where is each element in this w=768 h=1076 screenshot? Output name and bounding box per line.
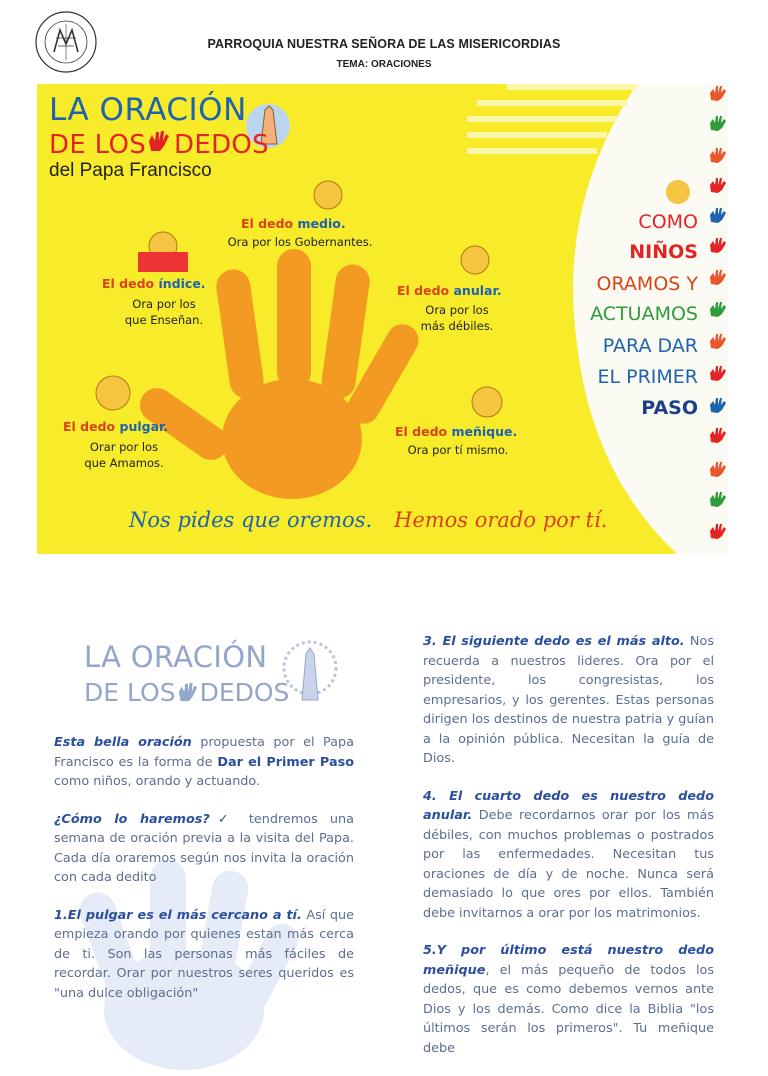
finger-ring-desc-line2: más débiles. xyxy=(420,319,494,333)
lower-title-line2-b: DEDOS xyxy=(199,678,290,707)
finger-ring-prefix: El dedo xyxy=(397,283,454,298)
intro-first-step: Dar el Primer Paso xyxy=(217,754,354,770)
side-word-5: EL PRIMER xyxy=(597,366,698,388)
slogan-left: Nos pides que oremos. xyxy=(129,508,373,532)
finger-ring-desc xyxy=(397,302,517,334)
finger-thumb-name xyxy=(63,419,168,434)
finger-pinky-prefix: El dedo xyxy=(395,424,452,439)
praying-hands-icon xyxy=(282,634,338,708)
side-word-3: ACTUAMOS xyxy=(590,303,698,325)
lower-title-line2 xyxy=(84,678,289,707)
side-word-2: ORAMOS Y xyxy=(596,273,698,295)
finger-thumb-desc xyxy=(59,439,189,471)
finger-pinky-key: meñique. xyxy=(451,424,518,439)
flyer-title-line2-a: DE LOS xyxy=(49,130,147,160)
finger-index-key: índice. xyxy=(158,276,206,291)
prayer-flyer-image xyxy=(37,84,728,554)
colored-hands-column-icon xyxy=(707,84,728,554)
slogan-right: Hemos orado por tí. xyxy=(394,508,608,532)
flyer-title-line2 xyxy=(49,129,269,160)
side-word-6: PASO xyxy=(641,397,698,419)
tallest-finger-paragraph xyxy=(423,632,714,769)
finger-ring-name xyxy=(397,283,502,298)
thumb-paragraph xyxy=(54,906,354,1004)
pinky-emphasis: 5.Y por último está nuestro dedo meñique xyxy=(423,943,714,978)
tallest-finger-text: Nos recuerda a nuestros lideres. Ora por el presidente, los congresistas, los empresarios, y los gerentes. Estas personas dirigen los destinos de nuestra patria y guían a la opinión pública. Necesitan la guía de Dios. xyxy=(423,634,714,766)
pinky-text: , el más pequeño de todos los dedos, que es como debemos vernos ante Dios y los demás. Como dice la Biblia "los últimos serán los primeros". Tu meñique debe xyxy=(423,962,714,1056)
lower-title-line2-a: DE LOS xyxy=(84,678,176,707)
flyer-subtitle: del Papa Francisco xyxy=(49,160,212,181)
ring-finger-paragraph xyxy=(423,787,714,924)
finger-index-name xyxy=(102,276,206,291)
thumb-text: Así que empieza orando por quienes estan más cerca de ti. Son las personas más fáciles de recordar. Orar por nuestros seres queridos es "una dulce obligación" xyxy=(54,907,354,1001)
side-word-1: NIÑOS xyxy=(629,241,698,263)
flyer-title-line1: LA ORACIÓN xyxy=(49,92,247,128)
intro-paragraph xyxy=(54,733,354,792)
side-word-4: PARA DAR xyxy=(602,335,698,357)
intro-text: propuesta por el Papa Francisco es la forma de xyxy=(54,735,354,770)
lower-title-line1: LA ORACIÓN xyxy=(84,640,268,674)
finger-ring-key: anular. xyxy=(453,283,502,298)
thumb-emphasis: 1.El pulgar es el más cercano a tí. xyxy=(54,907,302,923)
finger-index-prefix: El dedo xyxy=(102,276,159,291)
red-hand-icon xyxy=(146,129,174,160)
right-text-column xyxy=(423,632,714,1076)
intro-emphasis: Esta bella oración xyxy=(54,735,192,750)
finger-index-desc-line2: que Enseñan. xyxy=(124,313,204,327)
finger-thumb-prefix: El dedo xyxy=(63,419,120,434)
light-hand-icon xyxy=(176,681,200,703)
intro-end: como niños, orando y actuando. xyxy=(54,774,261,789)
finger-thumb-key: pulgar. xyxy=(119,419,169,434)
how-emphasis: ¿Cómo lo haremos? xyxy=(54,811,210,827)
finger-thumb-desc-line1: Orar por los xyxy=(89,440,159,454)
finger-ring-desc-line1: Ora por los xyxy=(425,303,489,317)
finger-index-desc-line1: Ora por los xyxy=(132,297,196,311)
topic-label: TEMA: ORACIONES xyxy=(336,59,432,70)
flyer-title-line2-b: DEDOS xyxy=(174,130,269,160)
parish-title: PARROQUIA NUESTRA SEÑORA DE LAS MISERICORDIAS xyxy=(207,37,561,51)
finger-index-desc xyxy=(99,296,229,328)
check-icon: ✓ xyxy=(209,811,237,827)
how-text: tendremos una semana de oración previa a la visita del Papa. Cada día oraremos según nos invita la oración con cada dedito xyxy=(54,811,354,885)
ring-finger-text: Debe recordarnos orar por los más débiles, con muchos problemas o postrados por las enfermedades. Necesitan tus oraciones de día y de noche. Nunca será demasiado lo que ores por ellos. También debe invitarnos a orar por los matrimonios. xyxy=(423,808,714,921)
finger-middle-desc: Ora por los Gobernantes. xyxy=(227,235,373,249)
finger-pinky-name xyxy=(395,424,517,439)
pinky-paragraph xyxy=(423,941,714,1058)
finger-thumb-desc-line2: que Amamos. xyxy=(84,456,164,470)
finger-middle-prefix: El dedo xyxy=(241,216,298,231)
finger-middle-key: medio. xyxy=(297,216,346,231)
finger-middle-name xyxy=(241,216,346,231)
ring-finger-emphasis: 4. El cuarto dedo es nuestro dedo anular. xyxy=(423,788,714,823)
left-text-column xyxy=(54,733,354,1021)
side-word-0: COMO xyxy=(638,211,698,233)
finger-pinky-desc: Ora por tí mismo. xyxy=(407,443,509,457)
tallest-finger-emphasis: 3. El siguiente dedo es el más alto. xyxy=(423,634,685,649)
how-paragraph xyxy=(54,810,354,888)
